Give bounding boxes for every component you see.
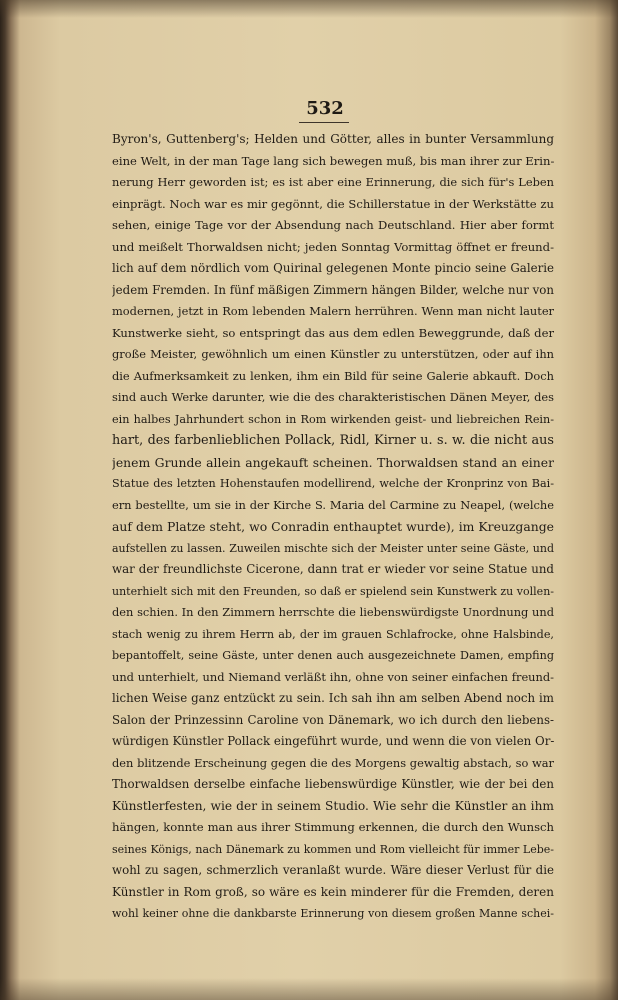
text-line: modernen, jetzt in Rom lebenden Malern herrühren. Wenn man nicht lauter	[112, 304, 554, 318]
text-line: Kunstwerke sieht, so entspringt das aus dem edlen Beweggrunde, daß der	[112, 325, 554, 340]
text-line: und meißelt Thorwaldsen nicht; jeden Sonntag Vormittag öffnet er freund-	[112, 239, 554, 254]
text-line: lich auf dem nördlich vom Quirinal gelegenen Monte pincio seine Galerie	[112, 261, 554, 275]
text-line: die Aufmerksamkeit zu lenken, ihm ein Bild für seine Galerie abkauft. Doch	[112, 368, 554, 383]
text-line: Künstler in Rom groß, so wäre es kein minderer für die Fremden, deren	[112, 884, 554, 899]
text-line: auf dem Platze steht, wo Conradin enthauptet wurde), im Kreuzgange	[112, 519, 554, 534]
text-line: wohl keiner ohne die dankbarste Erinnerung von diesem großen Manne schei-	[112, 907, 554, 920]
text-line: ern bestellte, um sie in der Kirche S. Maria del Carmine zu Neapel, (welche	[112, 497, 554, 512]
text-line: stach wenig zu ihrem Herrn ab, der im grauen Schlafrocke, ohne Halsbinde,	[112, 627, 554, 641]
page-number-underline	[299, 122, 349, 123]
text-line: war der freundlichste Cicerone, dann trat er wieder vor seine Statue und	[112, 562, 554, 576]
text-line: Byron's, Guttenberg's; Helden und Götter, alles in bunter Versammlung	[112, 132, 554, 146]
text-line: hart, des farbenlieblichen Pollack, Ridl, Kirner u. s. w. die nicht aus	[112, 433, 554, 448]
text-line: wohl zu sagen, schmerzlich veranlaßt wurde. Wäre dieser Verlust für die	[112, 863, 554, 877]
text-line: jedem Fremden. In fünf mäßigen Zimmern hängen Bilder, welche nur von	[112, 282, 554, 297]
text-line: seines Königs, nach Dänemark zu kommen und Rom vielleicht für immer Lebe-	[112, 842, 554, 856]
text-line: bepantoffelt, seine Gäste, unter denen auch ausgezeichnete Damen, empfing	[112, 649, 554, 662]
text-line: sind auch Werke darunter, wie die des charakteristischen Dänen Meyer, des	[112, 390, 554, 404]
text-line: Statue des letzten Hohenstaufen modellirend, welche der Kronprinz von Bai-	[112, 477, 554, 490]
text-line: und unterhielt, und Niemand verläßt ihn, ohne von seiner einfachen freund-	[112, 669, 554, 684]
text-line: den schien. In den Zimmern herrschte die liebenswürdigste Unordnung und	[112, 605, 554, 619]
text-line: jenem Grunde allein angekauft scheinen. Thorwaldsen stand an einer	[112, 454, 554, 470]
text-line: Salon der Prinzessinn Caroline von Dänemark, wo ich durch den liebens-	[112, 712, 554, 727]
text-line: hängen, konnte man aus ihrer Stimmung erkennen, die durch den Wunsch	[112, 820, 554, 834]
text-line: Künstlerfesten, wie der in seinem Studio. Wie sehr die Künstler an ihm	[112, 798, 554, 813]
text-line: eine Welt, in der man Tage lang sich bewegen muß, bis man ihrer zur Erin-	[112, 153, 554, 168]
text-line: aufstellen zu lassen. Zuweilen mischte sich der Meister unter seine Gäste, und	[112, 541, 554, 555]
text-line: große Meister, gewöhnlich um einen Künstler zu unterstützen, oder auf ihn	[112, 347, 554, 361]
text-line: sehen, einige Tage vor der Absendung nach Deutschland. Hier aber formt	[112, 218, 554, 232]
text-line: ein halbes Jahrhundert schon in Rom wirkenden geist- und liebreichen Rein-	[112, 412, 554, 426]
text-line: den blitzende Erscheinung gegen die des Morgens gewaltig abstach, so war	[112, 755, 554, 770]
text-line: einprägt. Noch war es mir gegönnt, die Schillerstatue in der Werkstätte zu	[112, 196, 554, 211]
text-line: würdigen Künstler Pollack eingeführt wurde, und wenn die von vielen Or-	[112, 734, 554, 748]
body-text	[112, 129, 554, 925]
text-line: unterhielt sich mit den Freunden, so daß er spielend sein Kunstwerk zu vollen-	[112, 584, 554, 598]
text-line: nerung Herr geworden ist; es ist aber eine Erinnerung, die sich für's Leben	[112, 175, 554, 189]
page-number: 532	[306, 98, 344, 119]
text-line: Thorwaldsen derselbe einfache liebenswürdige Künstler, wie der bei den	[112, 777, 554, 791]
text-line: lichen Weise ganz entzückt zu sein. Ich sah ihn am selben Abend noch im	[112, 691, 554, 705]
